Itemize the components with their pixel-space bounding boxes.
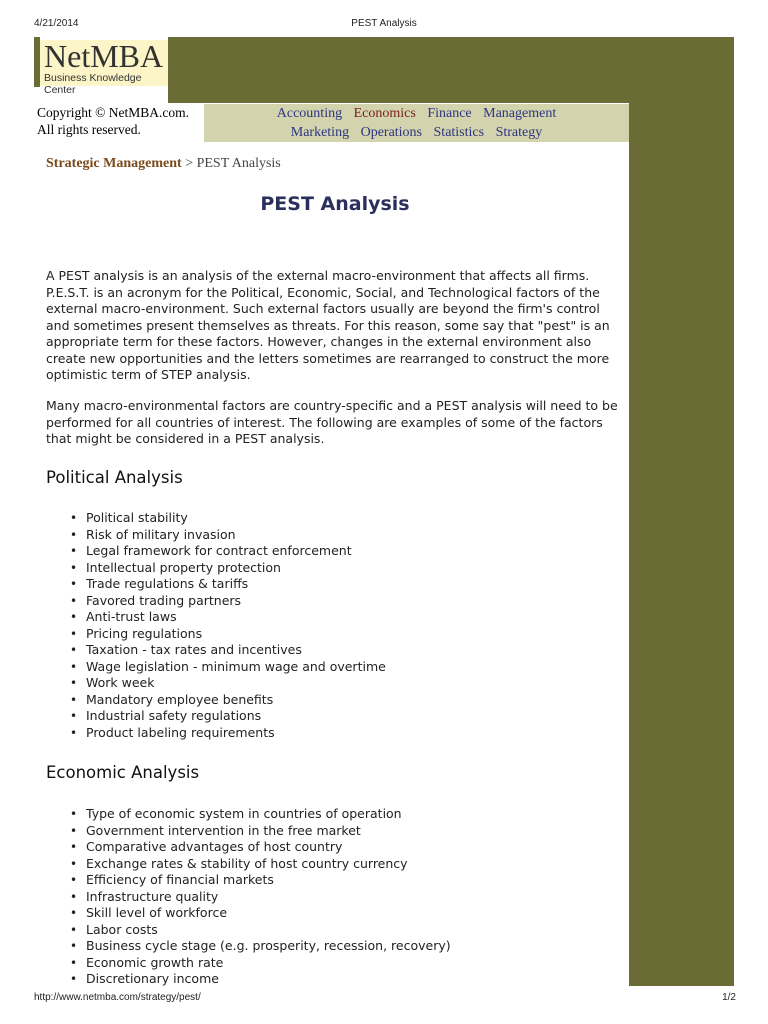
- list-item: • Business cycle stage (e.g. prosperity, recession, recovery): [68, 938, 451, 955]
- page-title: PEST Analysis: [260, 193, 410, 215]
- logo-name: NetMBA: [44, 38, 164, 74]
- list-item: • Discretionary income: [68, 971, 451, 988]
- intro-paragraph: [46, 268, 626, 384]
- list-item: • Labor costs: [68, 922, 451, 939]
- copyright-notice: [37, 104, 189, 138]
- breadcrumb-link-strategic-management[interactable]: Strategic Management: [46, 156, 182, 171]
- list-item: • Skill level of workforce: [68, 905, 451, 922]
- header-band: [168, 37, 634, 103]
- nav-row-2: [204, 125, 629, 141]
- list-item: • Comparative advantages of host country: [68, 839, 451, 856]
- list-item: • Intellectual property protection: [68, 560, 386, 577]
- site-logo[interactable]: [40, 38, 168, 96]
- list-item: • Type of economic system in countries of operation: [68, 806, 451, 823]
- list-item: • Economic growth rate: [68, 955, 451, 972]
- list-item: • Mandatory employee benefits: [68, 692, 386, 709]
- paragraph-text: Many macro-environmental factors are country-specific and a PEST analysis will need to be performed for all countries of interest. The following are examples of some of the factors that might be considered in a PEST analysis.: [46, 398, 618, 446]
- nav-row-1: [204, 106, 629, 122]
- nav-link-strategy[interactable]: Strategy: [495, 125, 543, 140]
- print-header: [0, 18, 768, 32]
- print-page-count: 1/2: [722, 992, 736, 1003]
- list-item: • Legal framework for contract enforcement: [68, 543, 386, 560]
- breadcrumb-separator: >: [181, 156, 197, 171]
- nav-link-statistics[interactable]: Statistics: [433, 125, 485, 140]
- nav-link-economics[interactable]: Economics: [353, 106, 416, 121]
- logo-tagline: Business Knowledge Center: [44, 72, 142, 96]
- list-item: • Pricing regulations: [68, 626, 386, 643]
- list-item: • Risk of military invasion: [68, 527, 386, 544]
- copyright-line-1: Copyright © NetMBA.com.: [37, 105, 190, 120]
- list-item: • Work week: [68, 675, 386, 692]
- economic-list: [68, 806, 451, 988]
- print-url: http://www.netmba.com/strategy/pest/: [34, 992, 201, 1003]
- list-item: • Anti-trust laws: [68, 609, 386, 626]
- list-item: • Favored trading partners: [68, 593, 386, 610]
- list-item: • Exchange rates & stability of host country currency: [68, 856, 451, 873]
- paragraph-text: A PEST analysis is an analysis of the external macro-environment that affects all firms. P.E.S.T. is an acronym for the Political, Economic, Social, and Technological factors of the external macro-environment. Such external factors usually are beyond the firm's control and sometimes present themselves as threats. For this reason, some say that "pest" is an appropriate term for these factors. However, changes in the external environment also create new opportunities and the letters sometimes are rearranged to construct the more optimistic term of STEP analysis.: [46, 268, 610, 382]
- list-item: • Product labeling requirements: [68, 725, 386, 742]
- list-item: • Trade regulations & tariffs: [68, 576, 386, 593]
- nav-link-operations[interactable]: Operations: [360, 125, 423, 140]
- copyright-line-2: All rights reserved.: [37, 122, 141, 137]
- list-item: • Government intervention in the free market: [68, 823, 451, 840]
- political-heading: Political Analysis: [46, 468, 183, 487]
- list-item: • Wage legislation - minimum wage and overtime: [68, 659, 386, 676]
- list-item: • Infrastructure quality: [68, 889, 451, 906]
- breadcrumb: [46, 156, 281, 172]
- list-item: • Industrial safety regulations: [68, 708, 386, 725]
- list-item: • Taxation - tax rates and incentives: [68, 642, 386, 659]
- right-sidebar: [629, 37, 734, 986]
- list-item: • Efficiency of financial markets: [68, 872, 451, 889]
- category-nav: [204, 104, 629, 142]
- economic-heading: Economic Analysis: [46, 763, 200, 782]
- nav-link-marketing[interactable]: Marketing: [290, 125, 350, 140]
- nav-link-finance[interactable]: Finance: [427, 106, 472, 121]
- nav-link-accounting[interactable]: Accounting: [276, 106, 343, 121]
- nav-link-management[interactable]: Management: [483, 106, 557, 121]
- breadcrumb-current: PEST Analysis: [196, 156, 281, 171]
- print-footer: [0, 992, 768, 1006]
- scope-paragraph: [46, 398, 626, 448]
- list-item: • Political stability: [68, 510, 386, 527]
- political-list: [68, 510, 386, 741]
- print-date: 4/21/2014: [34, 18, 79, 29]
- print-title: PEST Analysis: [351, 18, 417, 29]
